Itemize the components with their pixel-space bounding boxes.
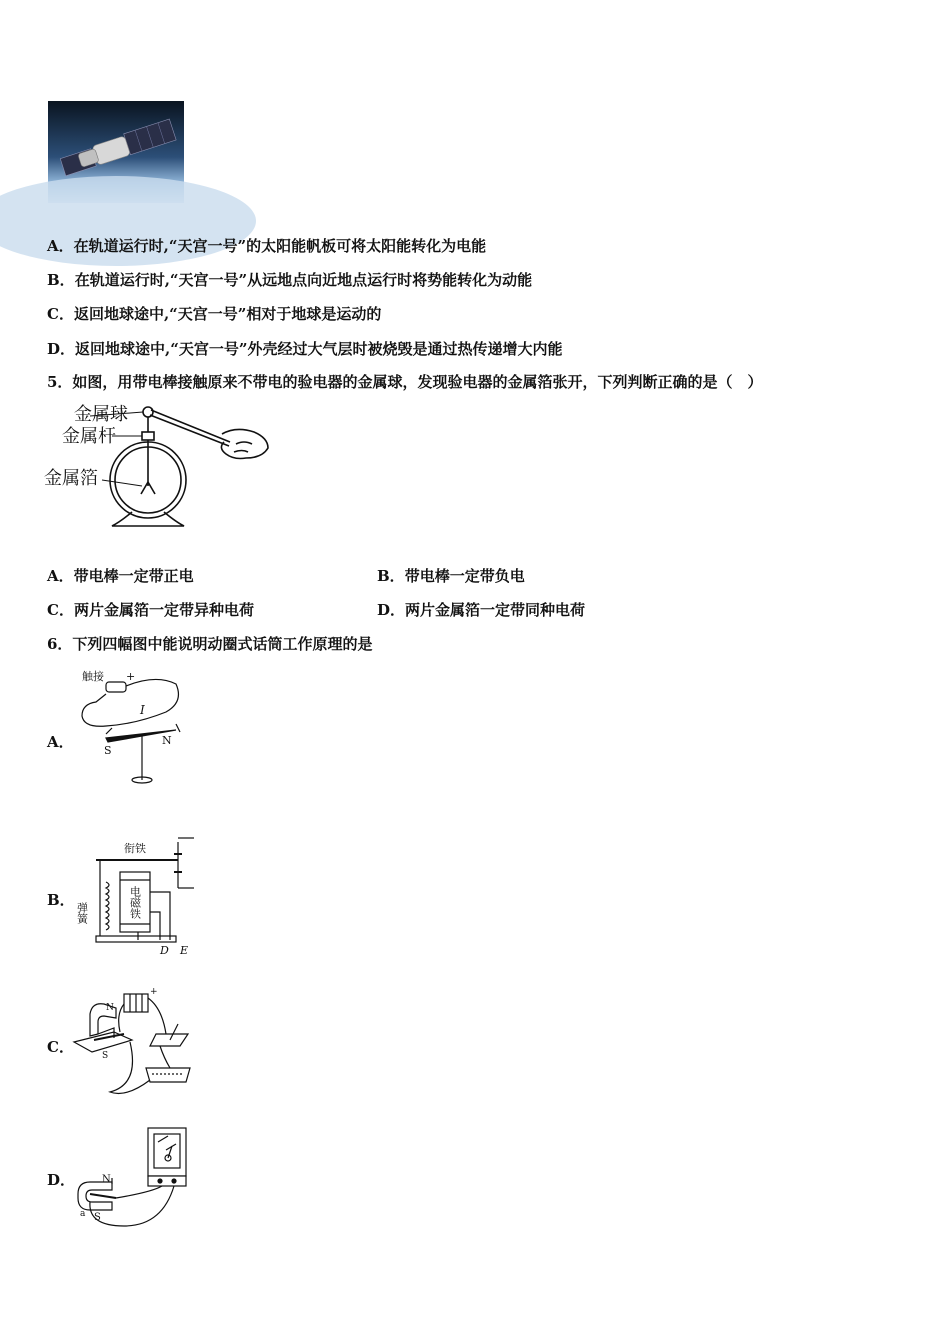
label-armature: 衔铁 xyxy=(124,842,146,855)
label-south: S xyxy=(94,1212,101,1223)
label-touch: 触接 xyxy=(82,670,104,683)
option-text: 返回地球途中,“天宫一号”外壳经过大气层时被烧毁是通过热传递增大内能 xyxy=(75,340,563,358)
option-letter: B． xyxy=(47,271,75,289)
label-north: N xyxy=(102,1174,111,1185)
option-text: 带电棒一定带正电 xyxy=(73,567,194,585)
label-electromagnet: 电磁铁 xyxy=(128,886,142,919)
option-letter: C． xyxy=(47,305,74,323)
q6-option-b-letter: B． xyxy=(47,891,75,909)
q6-option-d-letter: D． xyxy=(47,1171,76,1189)
option-letter: D． xyxy=(377,601,406,619)
label-current: I xyxy=(140,703,145,717)
option-text: 两片金属箔一定带异种电荷 xyxy=(73,601,254,619)
option-letter: C． xyxy=(47,601,74,619)
q4-option-a xyxy=(47,236,486,256)
label-metal-ball: 金属球 xyxy=(74,404,128,425)
label-spring: 弹簧 xyxy=(75,902,89,924)
q4-option-d xyxy=(47,339,563,359)
option-letter: D． xyxy=(47,340,76,358)
label-north: N xyxy=(106,1003,114,1013)
option-text: 在轨道运行时,“天宫一号”从远地点向近地点运行时将势能转化为动能 xyxy=(74,271,533,289)
q6-stem: 6．下列四幅图中能说明动圈式话筒工作原理的是 xyxy=(47,635,373,653)
q5-option-c xyxy=(47,600,254,620)
q4-option-b xyxy=(47,270,532,290)
label-metal-rod: 金属杆 xyxy=(62,426,116,447)
label-plus: + xyxy=(126,670,136,683)
q6-figure-c xyxy=(70,984,196,1100)
q5-stem: 5．如图，用带电棒接触原来不带电的验电器的金属球，发现验电器的金属箔张开，下列判断正确的是（ ） xyxy=(47,373,763,391)
option-letter: A． xyxy=(47,567,74,585)
q6-figure-b xyxy=(75,832,198,960)
label-plus: + xyxy=(150,987,158,997)
q5-option-b xyxy=(377,566,525,586)
option-text: 带电棒一定带负电 xyxy=(404,567,525,585)
label-metal-foil: 金属箔 xyxy=(44,468,98,489)
option-text: 返回地球途中,“天宫一号”相对于地球是运动的 xyxy=(73,305,382,323)
option-letter: B． xyxy=(377,567,405,585)
label-a: a xyxy=(80,1209,86,1219)
label-south: S xyxy=(102,1051,109,1061)
q6-option-c-letter: C． xyxy=(47,1038,74,1056)
option-text: 在轨道运行时,“天宫一号”的太阳能帆板可将太阳能转化为电能 xyxy=(73,237,487,255)
satellite-photo xyxy=(48,101,184,203)
label-north: N xyxy=(162,734,172,747)
label-e: E xyxy=(180,944,189,957)
q4-option-c xyxy=(47,304,381,324)
q5-option-d xyxy=(377,600,585,620)
label-south: S xyxy=(104,744,112,757)
q6-option-a-letter: A． xyxy=(47,733,74,751)
electroscope-figure xyxy=(40,398,280,534)
q5-option-a xyxy=(47,566,194,586)
q6-figure-a xyxy=(76,668,186,788)
label-d: D xyxy=(160,944,169,957)
option-letter: A． xyxy=(47,237,74,255)
option-text: 两片金属箔一定带同种电荷 xyxy=(405,601,586,619)
q6-figure-d xyxy=(72,1122,196,1234)
